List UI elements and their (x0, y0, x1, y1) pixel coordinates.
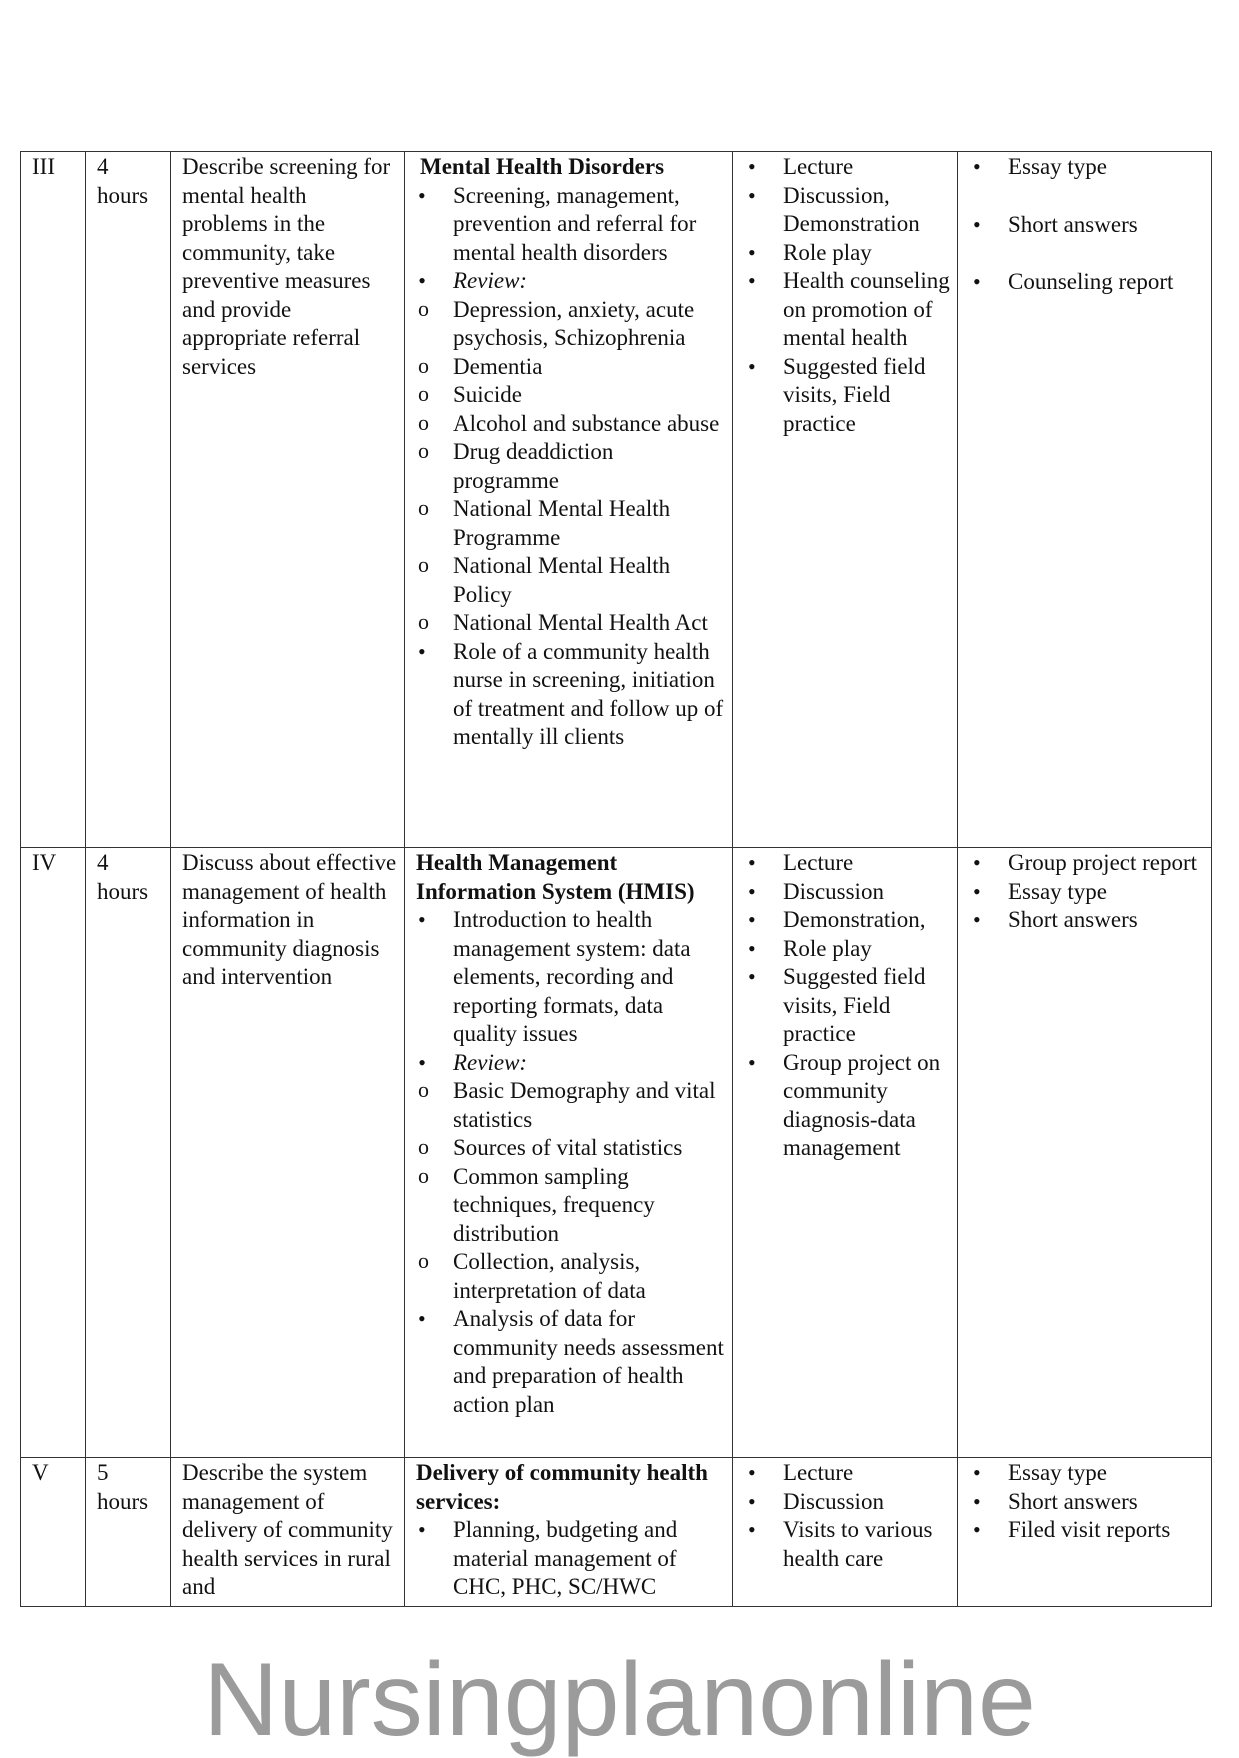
objective-cell: Describe screening for mental health problems in the community, take preventive measures and provide appropriate referral services (171, 152, 405, 848)
list-item: o Collection, analysis, interpretation of data (416, 1248, 725, 1305)
list-item: • Health counseling on promotion of mental health (744, 267, 950, 353)
list-item: o Dementia (416, 353, 725, 382)
assessment-list (969, 849, 1204, 935)
list-item: • Role play (744, 935, 950, 964)
list-item: • Group project on community diagnosis-data management (744, 1049, 950, 1163)
list-item: o Depression, anxiety, acute psychosis, Schizophrenia (416, 296, 725, 353)
list-item: • Role of a community health nurse in screening, initiation of treatment and follow up of mentally ill clients (416, 638, 725, 752)
list-item: • Analysis of data for community needs assessment and preparation of health action plan (416, 1305, 725, 1419)
watermark-text: Nursingplanonline (203, 1642, 1036, 1758)
list-item: o Suicide (416, 381, 725, 410)
hours-cell: 5 hours (86, 1458, 171, 1607)
methods-cell (733, 1458, 958, 1607)
table-row (21, 1458, 1212, 1607)
list-item: • Short answers (969, 211, 1204, 240)
list-item: o National Mental Health Act (416, 609, 725, 638)
list-item: o National Mental Health Programme (416, 495, 725, 552)
content-list (416, 1516, 725, 1602)
assessment-list (969, 1459, 1204, 1545)
unit-cell: V (21, 1458, 86, 1607)
list-item: • Short answers (969, 1488, 1204, 1517)
methods-list (744, 1459, 950, 1573)
assessment-list (969, 153, 1204, 297)
list-item: • Planning, budgeting and material management of CHC, PHC, SC/HWC (416, 1516, 725, 1602)
list-item: o National Mental Health Policy (416, 552, 725, 609)
list-item: • Discussion, Demonstration (744, 182, 950, 239)
list-item: • Review: (416, 1049, 725, 1078)
content-cell (405, 152, 733, 848)
list-item: o Drug deaddiction programme (416, 438, 725, 495)
content-heading: Mental Health Disorders (420, 154, 665, 179)
content-list (416, 906, 725, 1419)
table-row (21, 848, 1212, 1458)
assessment-cell (958, 152, 1212, 848)
list-item: • Essay type (969, 878, 1204, 907)
content-list (416, 182, 725, 752)
list-item: • Essay type (969, 1459, 1204, 1488)
list-item: • Essay type (969, 153, 1204, 182)
list-item: o Basic Demography and vital statistics (416, 1077, 725, 1134)
objective-cell: Discuss about effective management of health information in community diagnosis and intervention (171, 848, 405, 1458)
hours-cell: 4 hours (86, 848, 171, 1458)
content-cell (405, 848, 733, 1458)
syllabus-table (20, 151, 1212, 1607)
content-cell (405, 1458, 733, 1607)
methods-list (744, 153, 950, 438)
list-item: • Group project report (969, 849, 1204, 878)
methods-cell (733, 848, 958, 1458)
unit-cell: IV (21, 848, 86, 1458)
list-item: • Filed visit reports (969, 1516, 1204, 1545)
list-item: • Lecture (744, 1459, 950, 1488)
table-row (21, 152, 1212, 848)
list-item: o Sources of vital statistics (416, 1134, 725, 1163)
list-item: • Discussion (744, 1488, 950, 1517)
list-item: • Suggested field visits, Field practice (744, 963, 950, 1049)
list-item: • Screening, management, prevention and referral for mental health disorders (416, 182, 725, 268)
methods-cell (733, 152, 958, 848)
content-heading: Delivery of community health services: (416, 1460, 708, 1514)
list-item: • Lecture (744, 849, 950, 878)
unit-cell: III (21, 152, 86, 848)
list-item: • Discussion (744, 878, 950, 907)
list-item: o Alcohol and substance abuse (416, 410, 725, 439)
assessment-cell (958, 848, 1212, 1458)
assessment-cell (958, 1458, 1212, 1607)
list-item: • Introduction to health management system: data elements, recording and reporting formats, data quality issues (416, 906, 725, 1049)
list-item: • Short answers (969, 906, 1204, 935)
list-item: • Suggested field visits, Field practice (744, 353, 950, 439)
methods-list (744, 849, 950, 1163)
list-item: • Demonstration, (744, 906, 950, 935)
list-item: • Review: (416, 267, 725, 296)
content-heading: Health Management Information System (HMIS) (416, 850, 695, 904)
list-item: • Role play (744, 239, 950, 268)
objective-cell: Describe the system management of delivery of community health services in rural and (171, 1458, 405, 1607)
hours-cell: 4 hours (86, 152, 171, 848)
list-item: • Counseling report (969, 268, 1204, 297)
list-item: • Lecture (744, 153, 950, 182)
list-item: o Common sampling techniques, frequency distribution (416, 1163, 725, 1249)
list-item: • Visits to various health care (744, 1516, 950, 1573)
